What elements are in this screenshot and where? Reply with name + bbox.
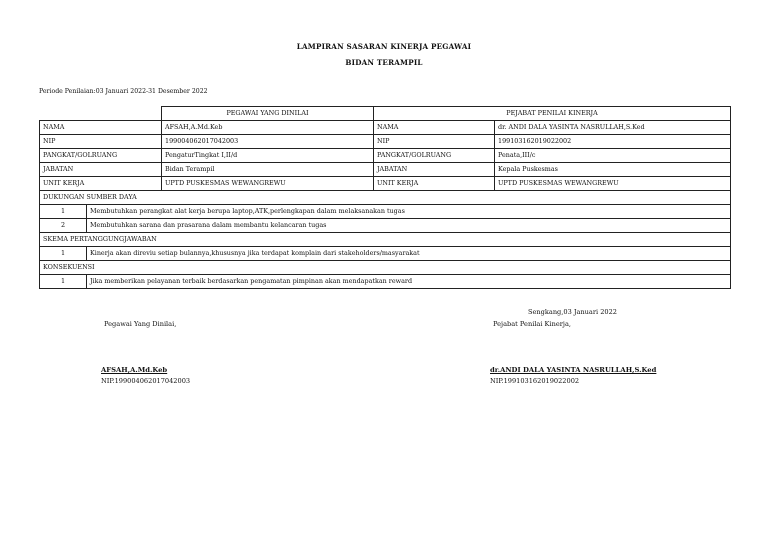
item-text: Membutuhkan perangkat alat kerja berupa laptop,ATK,perlengkapan dalam melaksanakan tugas — [87, 205, 731, 219]
row-value: PengaturTingkat I,II/d — [162, 149, 374, 163]
evaluated-employee-title: Pegawai Yang Dinilai, — [104, 320, 177, 328]
table-header-row — [40, 107, 731, 121]
row-label: UNIT KERJA — [374, 177, 495, 191]
item-number: 2 — [40, 219, 87, 233]
table-row — [40, 135, 731, 149]
item-text: Membutuhkan sarana dan prasarana dalam membantu kelancaran tugas — [87, 219, 731, 233]
evaluated-employee-nip: NIP.199004062017042003 — [101, 377, 191, 385]
konsekuensi-section-label: KONSEKUENSI — [40, 261, 731, 275]
dukungan-section-label: DUKUNGAN SUMBER DAYA — [40, 191, 731, 205]
list-item — [40, 205, 731, 219]
row-label: NIP — [374, 135, 495, 149]
item-number: 1 — [40, 205, 87, 219]
list-item — [40, 219, 731, 233]
table-row — [40, 163, 731, 177]
signing-place-date: Sengkang,03 Januari 2022 — [528, 308, 617, 316]
row-value: Kepala Puskesmas — [495, 163, 731, 177]
row-label: PANGKAT/GOLRUANG — [374, 149, 495, 163]
row-value: Bidan Terampil — [162, 163, 374, 177]
evaluated-employee-name: AFSAH,A.Md.Keb — [101, 366, 168, 374]
row-value: Penata,III/c — [495, 149, 731, 163]
evaluator-header: PEJABAT PENILAI KINERJA — [374, 107, 731, 121]
row-label: JABATAN — [374, 163, 495, 177]
row-value: 199103162019022002 — [495, 135, 731, 149]
skp-table — [39, 106, 731, 289]
section-row — [40, 233, 731, 247]
section-row — [40, 261, 731, 275]
row-label: NIP — [40, 135, 162, 149]
list-item — [40, 275, 731, 289]
evaluated-employee-header: PEGAWAI YANG DINILAI — [162, 107, 374, 121]
skema-section-label: SKEMA PERTANGGUNGJAWABAN — [40, 233, 731, 247]
row-value: UPTD PUSKESMAS WEWANGREWU — [162, 177, 374, 191]
row-value: 199004062017042003 — [162, 135, 374, 149]
document-title: LAMPIRAN SASARAN KINERJA PEGAWAI — [296, 42, 472, 51]
document-subtitle: BIDAN TERAMPIL — [345, 58, 423, 67]
table-row — [40, 121, 731, 135]
row-label: NAMA — [374, 121, 495, 135]
evaluator-nip: NIP.199103162019022002 — [490, 377, 580, 385]
table-row — [40, 177, 731, 191]
row-value: UPTD PUSKESMAS WEWANGREWU — [495, 177, 731, 191]
row-value: AFSAH,A.Md.Keb — [162, 121, 374, 135]
item-text: Kinerja akan direviu setiap bulannya,khususnya jika terdapat komplain dari stakeholders/masyarakat — [87, 247, 731, 261]
evaluator-title: Pejabat Penilai Kinerja, — [493, 320, 571, 328]
row-label: JABATAN — [40, 163, 162, 177]
table-row — [40, 149, 731, 163]
evaluator-name: dr.ANDI DALA YASINTA NASRULLAH,S.Ked — [490, 366, 657, 374]
section-row — [40, 191, 731, 205]
item-number: 1 — [40, 275, 87, 289]
row-label: PANGKAT/GOLRUANG — [40, 149, 162, 163]
assessment-period: Periode Penilaian:03 Januari 2022-31 Desember 2022 — [39, 88, 208, 95]
row-label: UNIT KERJA — [40, 177, 162, 191]
item-text: Jika memberikan pelayanan terbaik berdasarkan pengamatan pimpinan akan mendapatkan reward — [87, 275, 731, 289]
row-value: dr. ANDI DALA YASINTA NASRULLAH,S.Ked — [495, 121, 731, 135]
row-label: NAMA — [40, 121, 162, 135]
list-item — [40, 247, 731, 261]
item-number: 1 — [40, 247, 87, 261]
